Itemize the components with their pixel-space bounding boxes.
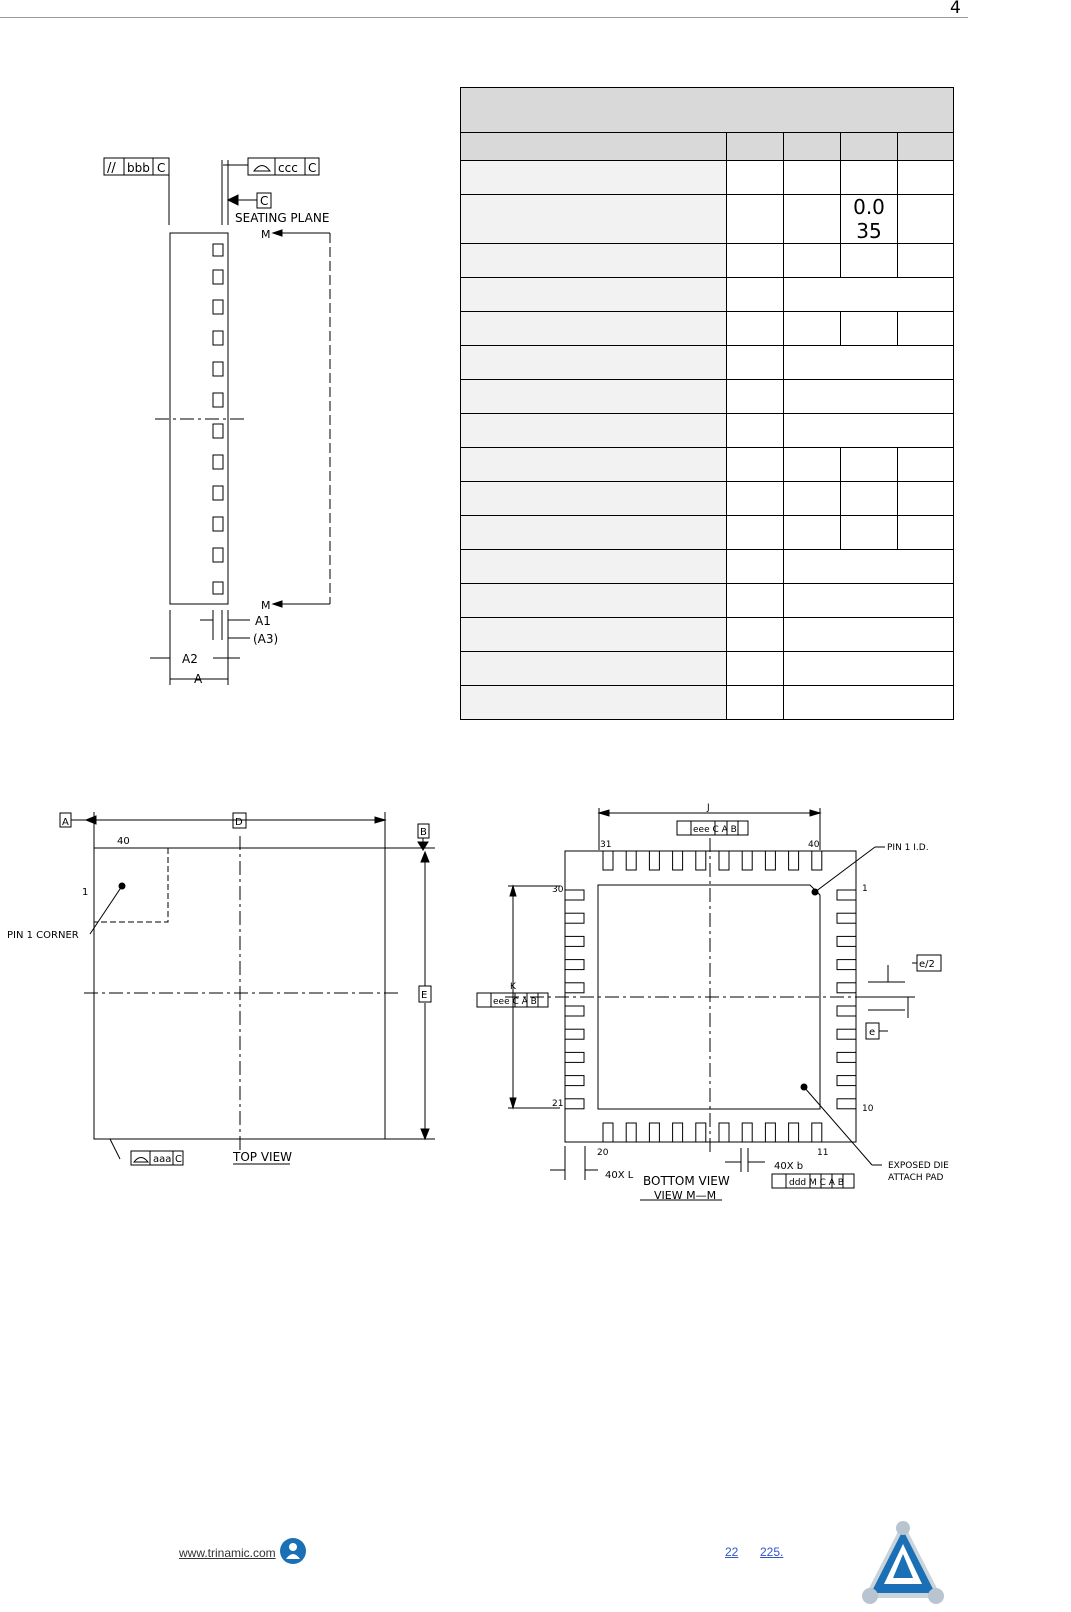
bottom-view-caption: BOTTOM VIEW <box>643 1174 730 1188</box>
pin-40-label: 40 <box>117 836 130 847</box>
table-header-cell <box>727 133 784 161</box>
pin-20-label: 20 <box>597 1148 609 1158</box>
table-cell <box>727 448 784 482</box>
table-label-cell <box>461 652 727 686</box>
table-cell <box>898 195 954 244</box>
footer-website-link[interactable]: www.trinamic.com <box>179 1546 276 1560</box>
table-title <box>461 88 954 133</box>
seating-plane-label: SEATING PLANE <box>235 211 330 225</box>
eee-frame-left-label: eee C A B <box>493 997 537 1007</box>
footer-page-link[interactable]: 22 <box>725 1545 739 1559</box>
table-header-cell <box>841 133 898 161</box>
table-merged-cell <box>784 380 954 414</box>
dim-a: A <box>194 672 203 686</box>
table-merged-cell <box>784 584 954 618</box>
table-label-cell <box>461 414 727 448</box>
page-number: 4 <box>950 0 961 18</box>
table-cell <box>727 516 784 550</box>
pin-21-label: 21 <box>552 1099 564 1109</box>
table-label-cell <box>461 482 727 516</box>
table-merged-cell <box>784 346 954 380</box>
table-cell <box>841 516 898 550</box>
table-cell <box>727 380 784 414</box>
pad <box>565 983 584 993</box>
pin-40-label-bottom: 40 <box>808 840 820 850</box>
table-cell <box>784 244 841 278</box>
table-merged-cell <box>784 618 954 652</box>
pin1-id-label: PIN 1 I.D. <box>887 843 929 853</box>
eee-frame-top-label: eee C A B <box>693 825 737 835</box>
table-cell <box>727 278 784 312</box>
table-merged-cell <box>784 414 954 448</box>
table-cell <box>727 550 784 584</box>
pad <box>742 1123 752 1142</box>
table-cell <box>727 414 784 448</box>
exposed-pad-label-1: EXPOSED DIE <box>888 1161 949 1171</box>
datum-c-label: C <box>260 194 269 208</box>
pad <box>696 1123 706 1142</box>
pad <box>837 913 856 923</box>
pad <box>565 1029 584 1039</box>
dim-k: K <box>510 982 516 992</box>
table-header-cell <box>461 133 727 161</box>
table-cell <box>841 244 898 278</box>
table-label-cell <box>461 584 727 618</box>
pad <box>837 1052 856 1062</box>
table-header-cell <box>784 133 841 161</box>
e-label: e <box>869 1027 876 1038</box>
datum-b-label: B <box>420 827 427 838</box>
pad <box>565 1006 584 1016</box>
exposed-pad-label-2: ATTACH PAD <box>888 1173 944 1183</box>
bottom-view-drawing <box>465 800 965 1220</box>
pad <box>565 1076 584 1086</box>
aaa-ref-c: C <box>175 1154 182 1165</box>
table-label-cell <box>461 550 727 584</box>
ccc-label: ccc <box>278 161 298 175</box>
top-view-caption: TOP VIEW <box>233 1150 293 1164</box>
table-label-cell <box>461 448 727 482</box>
pad <box>626 851 636 870</box>
table-cell <box>784 448 841 482</box>
pad <box>565 936 584 946</box>
pin-10-label: 10 <box>862 1104 874 1114</box>
pad <box>837 890 856 900</box>
table-cell <box>727 312 784 346</box>
table-label-cell <box>461 195 727 244</box>
table-label-cell <box>461 346 727 380</box>
dim-j: J <box>707 803 710 813</box>
dim-a3: (A3) <box>253 632 279 646</box>
footer-total-link[interactable]: 225. <box>760 1545 784 1559</box>
pad <box>696 851 706 870</box>
forty-l-label: 40X L <box>605 1170 634 1181</box>
datum-a-label: A <box>62 817 69 828</box>
table-cell <box>898 161 954 195</box>
table-label-cell <box>461 516 727 550</box>
table-label-cell <box>461 312 727 346</box>
trinamic-logo <box>860 1518 946 1606</box>
ddd-frame-label: ddd M C A B <box>789 1178 844 1188</box>
table-cell <box>841 312 898 346</box>
table-label-cell <box>461 161 727 195</box>
pad <box>565 913 584 923</box>
pad <box>649 1123 659 1142</box>
section-m-bottom: M <box>261 599 271 612</box>
table-merged-cell <box>784 686 954 720</box>
bbb-label: bbb <box>127 161 150 175</box>
pad <box>812 1123 822 1142</box>
pad <box>837 983 856 993</box>
pad <box>765 1123 775 1142</box>
parallel-symbol: // <box>107 161 116 176</box>
pad <box>789 851 799 870</box>
pin-31-label: 31 <box>600 840 612 850</box>
table-label-cell <box>461 686 727 720</box>
dim-a2: A2 <box>182 652 198 666</box>
table-cell <box>727 161 784 195</box>
pad <box>837 936 856 946</box>
table-cell <box>784 482 841 516</box>
pad <box>765 851 775 870</box>
table-cell <box>898 312 954 346</box>
pad <box>565 890 584 900</box>
pad <box>837 1099 856 1109</box>
side-view-drawing <box>0 0 460 720</box>
pad <box>719 1123 729 1142</box>
pad <box>673 851 683 870</box>
section-m-top: M <box>261 228 271 241</box>
dimension-table <box>460 87 954 720</box>
pin-1-label: 1 <box>82 887 89 898</box>
pad <box>837 1006 856 1016</box>
table-label-cell <box>461 618 727 652</box>
pad <box>789 1123 799 1142</box>
forty-b-label: 40X b <box>774 1161 804 1172</box>
help-icon <box>279 1537 307 1565</box>
table-cell <box>727 584 784 618</box>
table-cell <box>898 448 954 482</box>
table-cell <box>841 448 898 482</box>
pad <box>812 851 822 870</box>
table-label-cell <box>461 244 727 278</box>
table-merged-cell <box>784 652 954 686</box>
table-cell <box>841 482 898 516</box>
dim-a1: A1 <box>255 614 271 628</box>
pad <box>603 851 613 870</box>
table-cell <box>727 686 784 720</box>
table-cell <box>898 244 954 278</box>
bottom-view-caption-2: VIEW M—M <box>654 1189 717 1202</box>
table-cell <box>727 482 784 516</box>
datum-e-label: E <box>421 990 428 1001</box>
table-cell <box>898 482 954 516</box>
pin-30-label: 30 <box>552 885 564 895</box>
pad <box>837 1076 856 1086</box>
bbb-ref-c: C <box>157 161 166 175</box>
table-cell <box>841 161 898 195</box>
pad <box>719 851 729 870</box>
table-cell <box>727 618 784 652</box>
table-label-cell <box>461 380 727 414</box>
table-value-cell <box>841 195 898 244</box>
aaa-label: aaa <box>153 1154 172 1165</box>
table-merged-cell <box>784 278 954 312</box>
pad <box>673 1123 683 1142</box>
pad <box>649 851 659 870</box>
datum-d-label: D <box>235 817 243 828</box>
table-cell <box>727 244 784 278</box>
pad <box>565 960 584 970</box>
pad <box>742 851 752 870</box>
table-cell <box>784 161 841 195</box>
table-header-cell <box>898 133 954 161</box>
e-half-label: e/2 <box>919 959 935 970</box>
top-view-drawing <box>0 800 460 1200</box>
table-cell <box>727 195 784 244</box>
table-merged-cell <box>784 550 954 584</box>
table-cell <box>727 346 784 380</box>
pad <box>603 1123 613 1142</box>
pin-1-label-bottom: 1 <box>862 884 868 894</box>
pin1-corner-label: PIN 1 CORNER <box>7 930 79 941</box>
pad <box>837 960 856 970</box>
table-cell <box>727 652 784 686</box>
table-cell <box>784 516 841 550</box>
ccc-ref-c: C <box>308 161 317 175</box>
pad <box>626 1123 636 1142</box>
table-label-cell <box>461 278 727 312</box>
table-cell <box>898 516 954 550</box>
pad <box>565 1052 584 1062</box>
pin-11-label: 11 <box>817 1148 829 1158</box>
pad <box>565 1099 584 1109</box>
pad <box>837 1029 856 1039</box>
table-cell <box>784 195 841 244</box>
table-value: 0.035 <box>853 195 885 243</box>
table-cell <box>784 312 841 346</box>
